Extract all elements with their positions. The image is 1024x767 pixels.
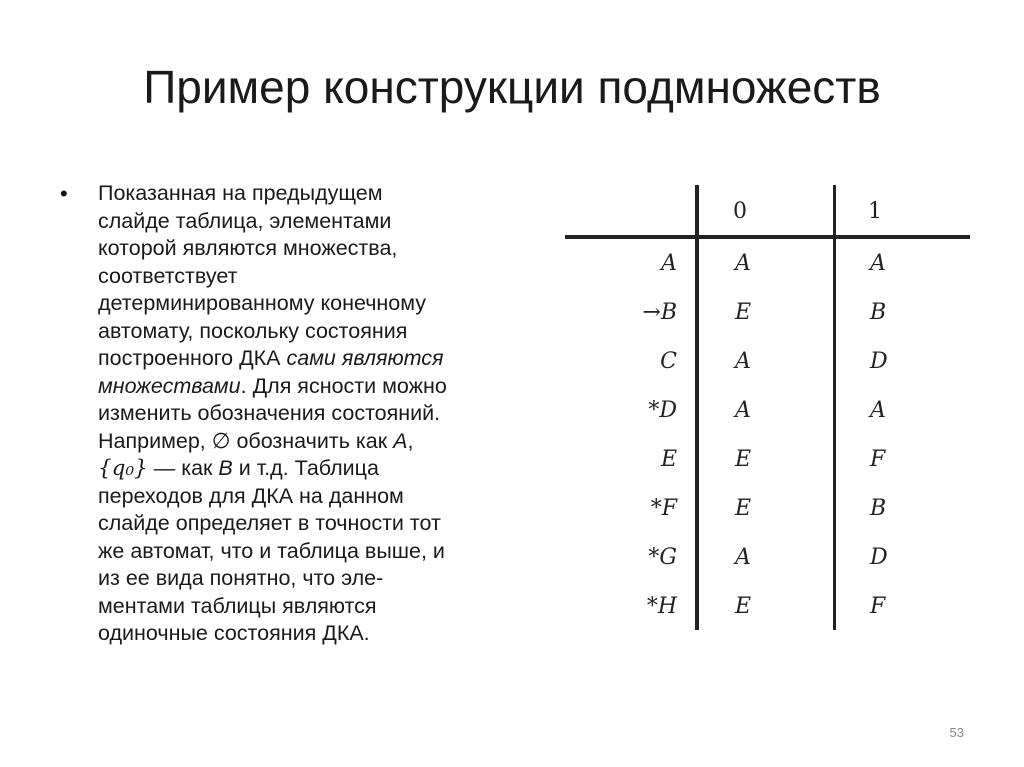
- text-line: детерминированному конечному: [98, 291, 427, 315]
- column-header-0: 0: [733, 199, 747, 224]
- table-cell-0: E: [735, 496, 752, 521]
- slide-title: Пример конструкции подмножеств: [143, 61, 881, 113]
- table-cell-0: E: [735, 300, 752, 325]
- table-cell-0: E: [735, 447, 752, 472]
- table-cell-1: D: [870, 545, 888, 570]
- italic-fragment: B: [218, 456, 233, 480]
- text-fragment: — как: [147, 456, 219, 480]
- text-line: же автомат, что и таблица выше, и: [98, 538, 445, 563]
- table-cell-1: F: [870, 447, 886, 472]
- table-row-state: A: [661, 251, 677, 276]
- table-cell-1: D: [870, 349, 888, 374]
- table-cell-1: A: [870, 251, 886, 276]
- table-row-state: *F: [650, 496, 677, 521]
- text-line: слайде определяет в точности тот: [98, 511, 441, 535]
- text-fragment: и т.д. Таблица: [232, 456, 379, 480]
- table-cell-1: A: [870, 398, 886, 423]
- text-line: переходов для ДКА на данном: [98, 483, 404, 508]
- table-cell-0: A: [735, 545, 751, 570]
- italic-fragment: множествами: [98, 373, 241, 398]
- text-fragment: ,: [407, 428, 414, 453]
- bullet-marker: •: [60, 181, 68, 206]
- bullet-paragraph: [98, 180, 538, 648]
- text-fragment: Например, ∅ обозначить как: [98, 428, 394, 453]
- text-line: изменить обозначения состояний.: [98, 401, 441, 425]
- text-line: одиночные состояния ДКА.: [98, 621, 370, 645]
- text-line: автомату, поскольку состояния: [98, 318, 408, 343]
- page-number: 53: [949, 725, 964, 740]
- text-line: [98, 345, 538, 373]
- table-row-state: *H: [646, 594, 677, 619]
- text-line: соответствует: [98, 263, 238, 288]
- text-fragment: построенного ДКА: [98, 346, 287, 370]
- text-line: [98, 455, 538, 483]
- table-divider-horizontal: [565, 235, 970, 239]
- table-divider-vertical: [833, 185, 836, 630]
- table-cell-0: E: [735, 594, 752, 619]
- table-row-state: C: [660, 349, 677, 374]
- text-line: [98, 428, 538, 456]
- table-cell-1: F: [870, 594, 886, 619]
- italic-fragment: A: [393, 428, 408, 453]
- table-row-state: *G: [648, 545, 677, 570]
- text-line: из ее вида понятно, что эле-: [98, 566, 384, 590]
- column-header-1: 1: [868, 199, 882, 224]
- table-row-state: *D: [648, 398, 677, 423]
- text-fragment: . Для ясности можно: [240, 373, 447, 398]
- text-line: которой являются множества,: [98, 236, 398, 260]
- table-cell-1: B: [870, 496, 887, 521]
- table-row-state: →B: [642, 300, 677, 325]
- text-line: ментами таблицы являются: [98, 593, 377, 618]
- table-cell-0: A: [735, 398, 751, 423]
- italic-fragment: сами являются: [286, 346, 444, 370]
- table-cell-0: A: [735, 251, 751, 276]
- transition-table: [565, 185, 975, 635]
- table-cell-0: A: [735, 349, 751, 374]
- table-row-state: E: [660, 447, 677, 472]
- text-line: Показанная на предыдущем: [98, 181, 383, 205]
- table-cell-1: B: [870, 300, 887, 325]
- text-line: [98, 373, 538, 401]
- text-line: слайде таблица, элементами: [98, 208, 392, 233]
- table-divider-vertical: [695, 185, 699, 630]
- math-fragment: {q₀}: [98, 456, 148, 481]
